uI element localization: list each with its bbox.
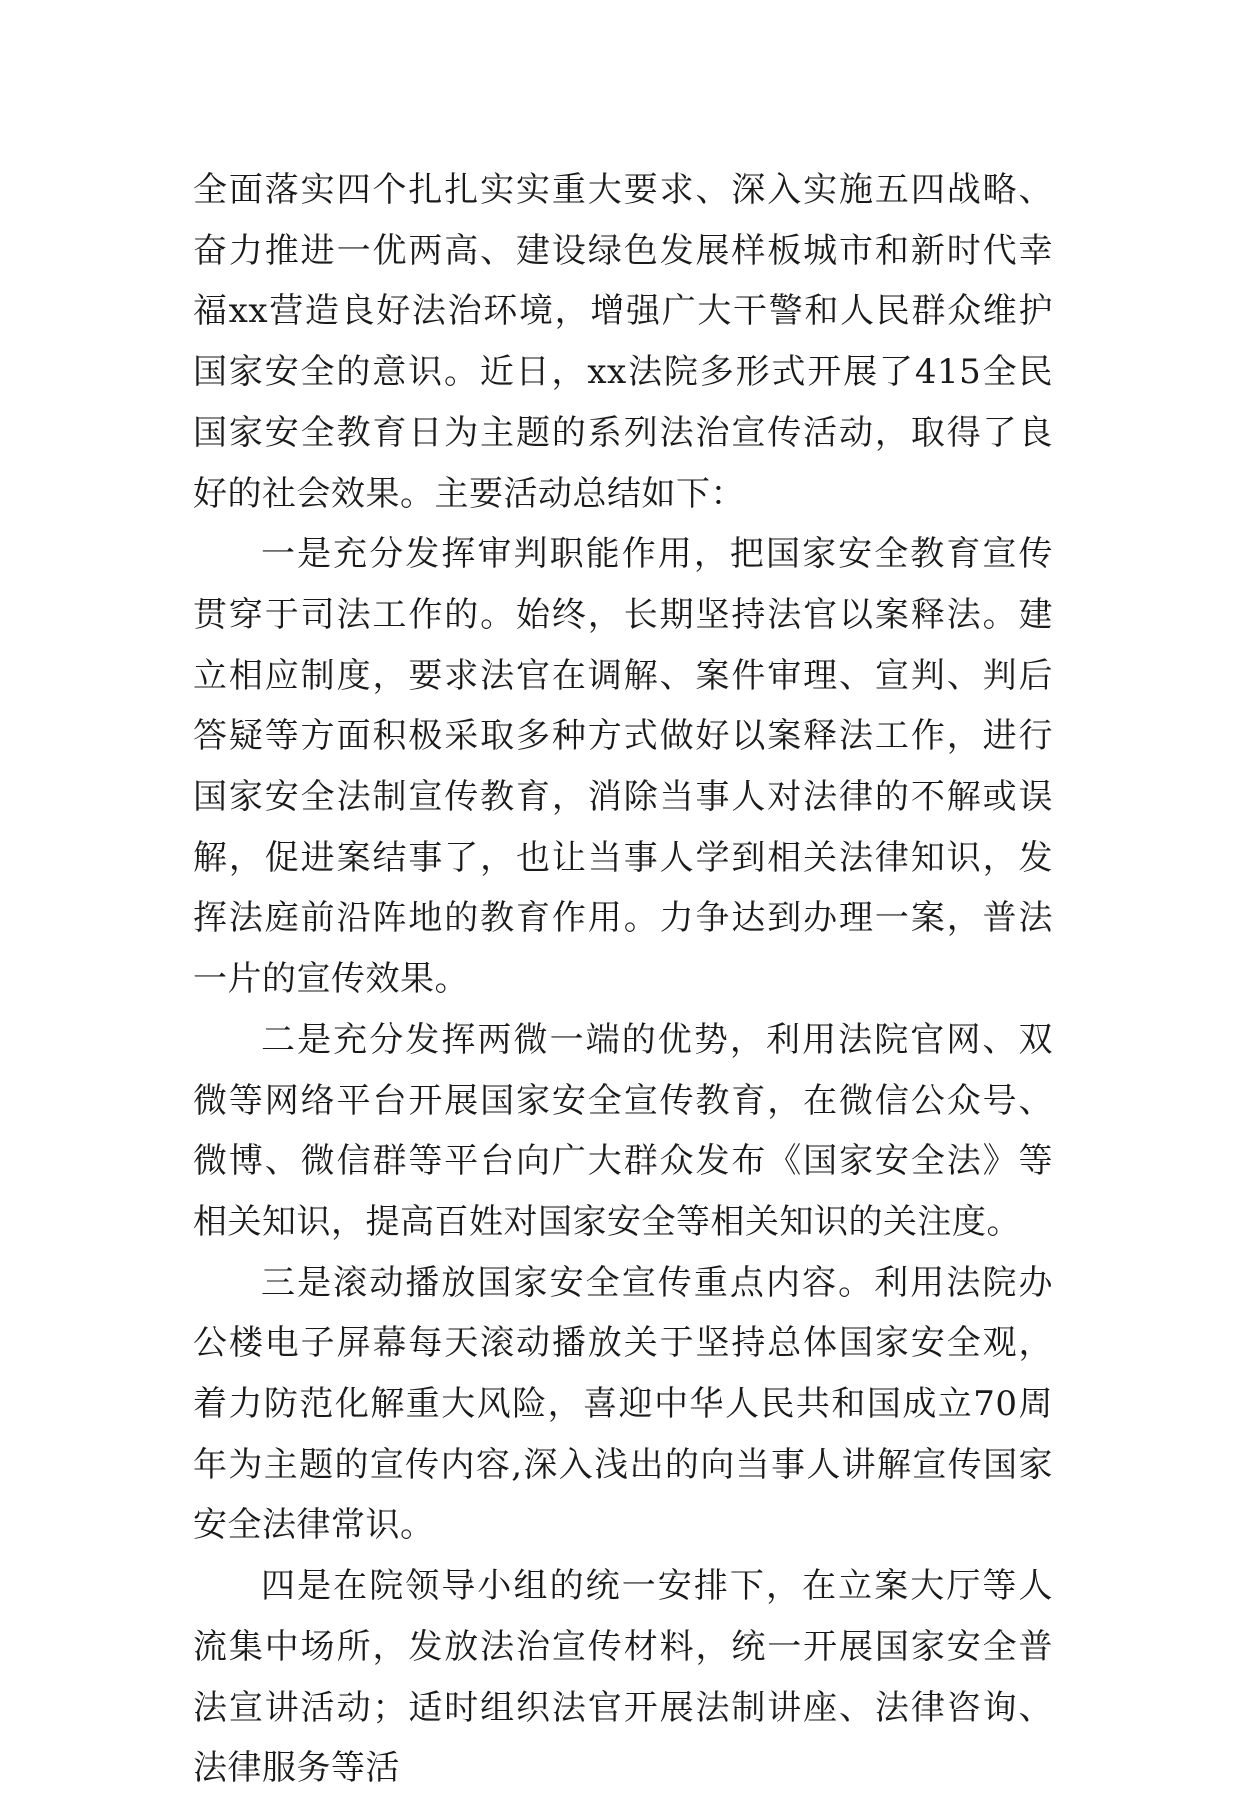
paragraph-point-4: 四是在院领导小组的统一安排下，在立案大厅等人流集中场所，发放法治宣传材料，统一开展国家安全普法宣讲活动；适时组织法官开展法制讲座、法律咨询、法律服务等活	[193, 1566, 1053, 1789]
document-body	[193, 160, 1053, 1799]
paragraph-intro: 全面落实四个扎扎实实重大要求、深入实施五四战略、奋力推进一优两高、建设绿色发展样板城市和新时代幸福xx营造良好法治环境，增强广大干警和人民群众维护国家安全的意识。近日，xx法院多形式开展了415全民国家安全教育日为主题的系列法治宣传活动，取得了良好的社会效果。主要活动总结如下：	[193, 170, 1053, 514]
paragraph-point-2: 二是充分发挥两微一端的优势，利用法院官网、双微等网络平台开展国家安全宣传教育，在微信公众号、微博、微信群等平台向广大群众发布《国家安全法》等相关知识，提高百姓对国家安全等相关知识的关注度。	[193, 1019, 1053, 1242]
paragraph-point-3: 三是滚动播放国家安全宣传重点内容。利用法院办公楼电子屏幕每天滚动播放关于坚持总体国家安全观，着力防范化解重大风险，喜迎中华人民共和国成立70周年为主题的宣传内容,深入浅出的向当事人讲解宣传国家安全法律常识。	[193, 1262, 1053, 1546]
paragraph-point-1: 一是充分发挥审判职能作用，把国家安全教育宣传贯穿于司法工作的。始终，长期坚持法官以案释法。建立相应制度，要求法官在调解、案件审理、宣判、判后答疑等方面积极采取多种方式做好以案释法工作，进行国家安全法制宣传教育，消除当事人对法律的不解或误解，促进案结事了，也让当事人学到相关法律知识，发挥法庭前沿阵地的教育作用。力争达到办理一案，普法一片的宣传效果。	[193, 534, 1053, 1000]
